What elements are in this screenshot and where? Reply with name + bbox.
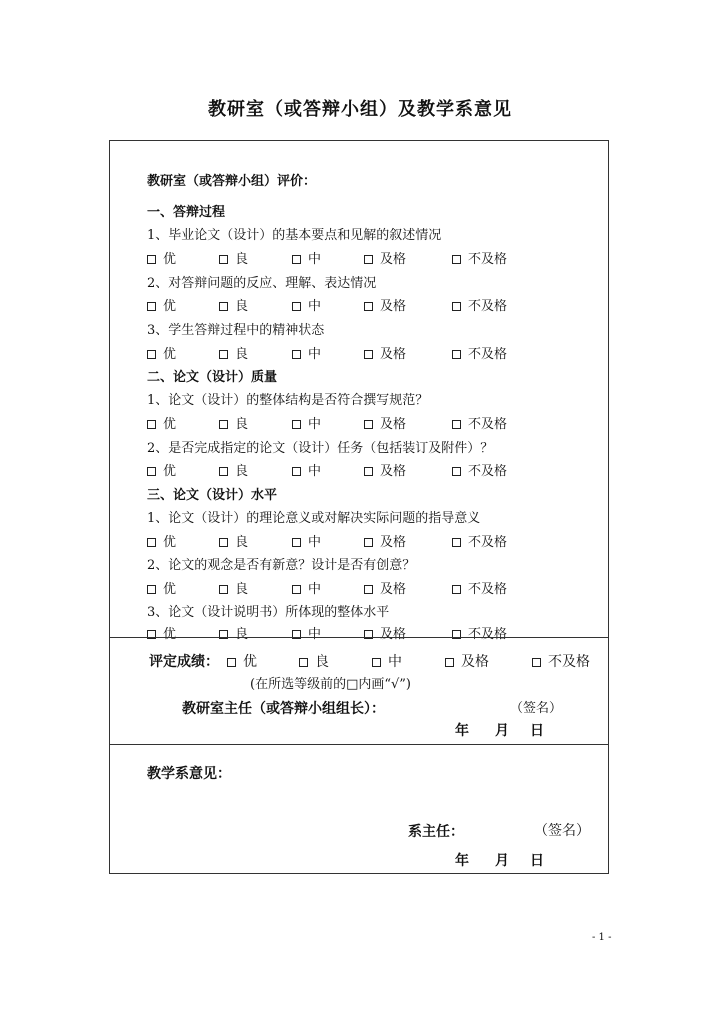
- director-date-month: 月: [495, 723, 509, 739]
- grade-option-medium[interactable]: 中: [372, 651, 402, 671]
- checkbox[interactable]: [147, 350, 156, 359]
- checkbox[interactable]: [364, 302, 373, 311]
- option-fail[interactable]: 不及格: [452, 248, 507, 267]
- dept-opinion-heading: 教学系意见：: [147, 766, 231, 782]
- checkbox[interactable]: [452, 467, 461, 476]
- option-fail[interactable]: 不及格: [452, 413, 507, 432]
- checkbox[interactable]: [364, 255, 373, 264]
- checkbox[interactable]: [299, 658, 308, 667]
- checkbox[interactable]: [452, 585, 461, 594]
- dept-date-month: 月: [495, 853, 509, 869]
- checkbox[interactable]: [147, 538, 156, 547]
- option-pass[interactable]: 及格: [364, 248, 406, 267]
- option-medium[interactable]: 中: [292, 343, 321, 362]
- director-date-year: 年: [455, 723, 469, 739]
- option-excellent[interactable]: 优: [147, 531, 176, 550]
- option-medium[interactable]: 中: [292, 413, 321, 432]
- checkbox[interactable]: [147, 585, 156, 594]
- checkbox[interactable]: [147, 255, 156, 264]
- grade-option-excellent[interactable]: 优: [227, 651, 257, 671]
- question-3-2: 2、论文的观念是否有新意？设计是否有创意？: [147, 558, 416, 573]
- option-excellent[interactable]: 优: [147, 248, 176, 267]
- checkbox[interactable]: [452, 350, 461, 359]
- checkbox[interactable]: [147, 302, 156, 311]
- option-pass[interactable]: 及格: [364, 531, 406, 550]
- dept-date-day: 日: [530, 853, 544, 869]
- dept-signature: （签名）: [534, 823, 590, 839]
- group-title-defense: 一、答辩过程: [147, 205, 226, 220]
- option-good[interactable]: 良: [219, 623, 248, 642]
- option-excellent[interactable]: 优: [147, 578, 176, 597]
- option-excellent[interactable]: 优: [147, 343, 176, 362]
- question-1-3: 3、学生答辩过程中的精神状态: [147, 323, 325, 338]
- page-number: - 1 -: [592, 932, 612, 943]
- grade-options: [227, 651, 607, 671]
- question-1-2: 2、对答辩问题的反应、理解、表达情况: [147, 276, 377, 291]
- checkbox[interactable]: [364, 585, 373, 594]
- grade-option-good[interactable]: 良: [299, 651, 329, 671]
- question-2-2: 2、是否完成指定的论文（设计）任务（包括装订及附件）？: [147, 441, 494, 456]
- grade-label: 评定成绩：: [149, 654, 219, 670]
- option-medium[interactable]: 中: [292, 578, 321, 597]
- checkbox[interactable]: [227, 658, 236, 667]
- checkbox[interactable]: [147, 420, 156, 429]
- checkbox[interactable]: [219, 538, 228, 547]
- checkbox[interactable]: [452, 538, 461, 547]
- option-pass[interactable]: 及格: [364, 623, 406, 642]
- question-2-1: 1、论文（设计）的整体结构是否符合撰写规范？: [147, 393, 429, 408]
- option-fail[interactable]: 不及格: [452, 460, 507, 479]
- question-3-3: 3、论文（设计说明书）所体现的整体水平: [147, 605, 390, 620]
- question-1-1: 1、毕业论文（设计）的基本要点和见解的叙述情况: [147, 228, 442, 243]
- option-good[interactable]: 良: [219, 531, 248, 550]
- checkbox[interactable]: [219, 302, 228, 311]
- checkbox[interactable]: [219, 350, 228, 359]
- question-3-1: 1、论文（设计）的理论意义或对解决实际问题的指导意义: [147, 511, 481, 526]
- option-excellent[interactable]: 优: [147, 295, 176, 314]
- director-date-day: 日: [530, 723, 544, 739]
- checkbox[interactable]: [364, 420, 373, 429]
- checkbox[interactable]: [364, 350, 373, 359]
- divider: [110, 637, 608, 638]
- checkbox[interactable]: [364, 538, 373, 547]
- option-medium[interactable]: 中: [292, 623, 321, 642]
- option-excellent[interactable]: 优: [147, 413, 176, 432]
- dept-date-year: 年: [455, 853, 469, 869]
- checkbox[interactable]: [292, 350, 301, 359]
- option-excellent[interactable]: 优: [147, 460, 176, 479]
- option-medium[interactable]: 中: [292, 248, 321, 267]
- checkbox[interactable]: [292, 538, 301, 547]
- checkbox[interactable]: [532, 658, 541, 667]
- checkbox[interactable]: [292, 255, 301, 264]
- option-pass[interactable]: 及格: [364, 343, 406, 362]
- option-fail[interactable]: 不及格: [452, 578, 507, 597]
- option-excellent[interactable]: 优: [147, 623, 176, 642]
- option-good[interactable]: 良: [219, 343, 248, 362]
- option-pass[interactable]: 及格: [364, 295, 406, 314]
- option-pass[interactable]: 及格: [364, 460, 406, 479]
- checkbox[interactable]: [292, 467, 301, 476]
- option-good[interactable]: 良: [219, 295, 248, 314]
- checkbox[interactable]: [147, 467, 156, 476]
- option-pass[interactable]: 及格: [364, 578, 406, 597]
- page-title: 教研室（或答辩小组）及教学系意见: [208, 99, 512, 120]
- option-fail[interactable]: 不及格: [452, 531, 507, 550]
- option-medium[interactable]: 中: [292, 531, 321, 550]
- option-good[interactable]: 良: [219, 248, 248, 267]
- checkbox[interactable]: [219, 255, 228, 264]
- checkbox[interactable]: [452, 255, 461, 264]
- checkbox[interactable]: [364, 467, 373, 476]
- checkbox[interactable]: [292, 585, 301, 594]
- grade-option-fail[interactable]: 不及格: [532, 651, 590, 671]
- checkbox[interactable]: [452, 302, 461, 311]
- option-medium[interactable]: 中: [292, 460, 321, 479]
- grade-note: (在所选等级前的□内画“√”): [250, 677, 412, 692]
- checkbox[interactable]: [219, 467, 228, 476]
- divider: [110, 744, 608, 745]
- option-good[interactable]: 良: [219, 460, 248, 479]
- director-label: 教研室主任（或答辩小组组长）：: [182, 701, 385, 717]
- group-title-quality: 二、论文（设计）质量: [147, 370, 278, 385]
- grade-option-pass[interactable]: 及格: [445, 651, 489, 671]
- option-good[interactable]: 良: [219, 578, 248, 597]
- opinion-form: [109, 140, 609, 874]
- checkbox[interactable]: [219, 585, 228, 594]
- checkbox[interactable]: [445, 658, 454, 667]
- option-pass[interactable]: 及格: [364, 413, 406, 432]
- group-title-level: 三、论文（设计）水平: [147, 488, 278, 503]
- checkbox[interactable]: [219, 420, 228, 429]
- option-fail[interactable]: 不及格: [452, 343, 507, 362]
- section-heading-evaluation: 教研室（或答辩小组）评价：: [147, 174, 317, 189]
- checkbox[interactable]: [372, 658, 381, 667]
- option-good[interactable]: 良: [219, 413, 248, 432]
- checkbox[interactable]: [452, 420, 461, 429]
- dept-director-label: 系主任：: [408, 824, 464, 840]
- option-fail[interactable]: 不及格: [452, 623, 507, 642]
- checkbox[interactable]: [292, 302, 301, 311]
- director-signature: （签名）: [510, 701, 563, 716]
- option-medium[interactable]: 中: [292, 295, 321, 314]
- checkbox[interactable]: [292, 420, 301, 429]
- option-fail[interactable]: 不及格: [452, 295, 507, 314]
